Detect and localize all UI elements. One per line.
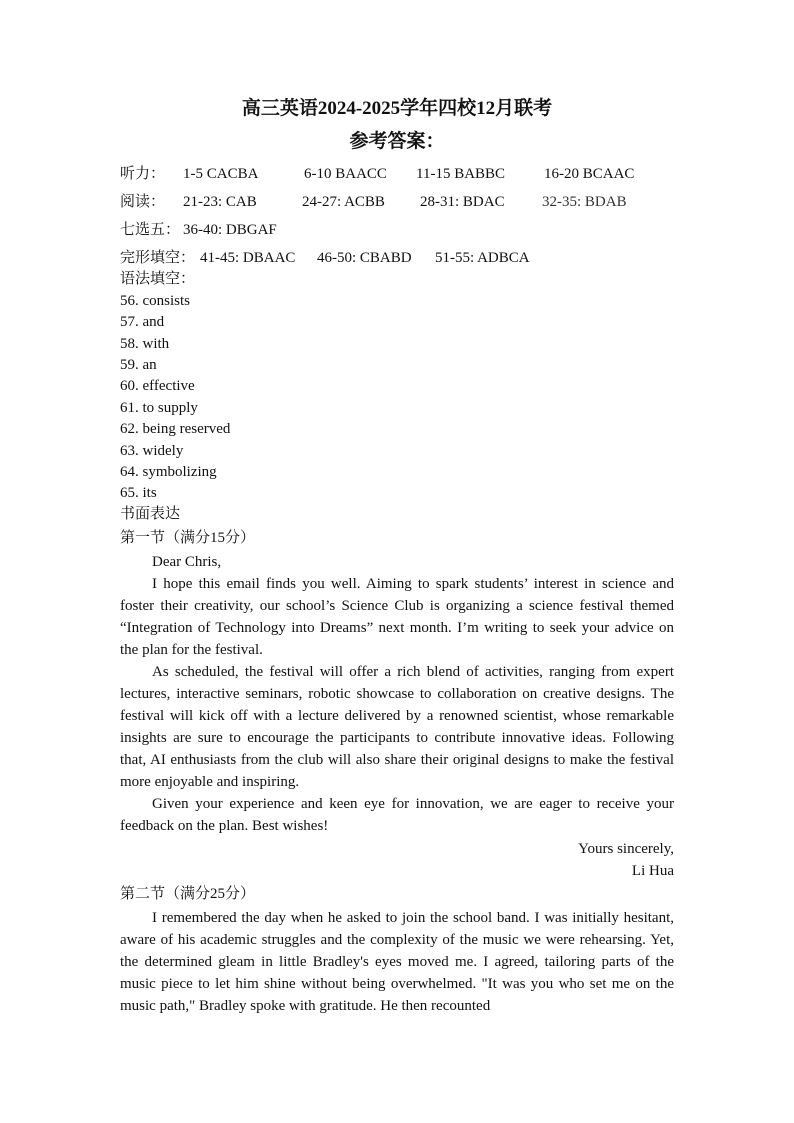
reading-answer: 32-35: BDAB [542,194,627,210]
reading-answer: 24-27: ACBB [302,194,385,210]
letter-paragraph: As scheduled, the festival will offer a rich blend of activities, ranging from expert lectures, interactive seminars, robotic showcase to collaboration on creative designs. The festival will kick off with a lecture delivered by a renowned scientist, whose remarkable insights are sure to encourage the participants to contribute innovative ideas. Following that, AI enthusiasts from the club will also share their original designs to make the festival more enjoyable and inspiring. [120,664,674,790]
grammar-item: 60. effective [120,378,195,394]
grammar-item: 59. an [120,357,157,373]
cloze-answer: 46-50: CBABD [317,250,412,266]
writing-label: 书面表达 [120,506,181,522]
grammar-label: 语法填空： [120,271,196,287]
seven-choice-answer: 36-40: DBGAF [183,222,277,238]
grammar-item: 64. symbolizing [120,464,217,480]
letter-signature: Li Hua [631,863,674,879]
letter-paragraph: I hope this email finds you well. Aiming to spark students’ interest in science and foster their creativity, our school’s Science Club is organizing a science festival themed “Integration of Technology into Dreams” next month. I’m writing to seek your advice on the plan for the festival. [120,576,674,658]
letter-closing: Yours sincerely, [578,841,674,857]
cloze-answer: 51-55: ADBCA [435,250,530,266]
seven-choice-label: 七选五： [120,222,181,238]
letter-greeting: Dear Chris, [152,554,222,570]
reading-label: 阅读： [120,194,166,210]
listening-answer: 16-20 BCAAC [544,166,635,182]
story-paragraph: I remembered the day when he asked to join the school band. I was initially hesitant, aware of his academic struggles and the complexity of the music we were rehearsing. Yet, the determined gleam in little Bradley's eyes moved me. I agreed, tailoring parts of the music piece to let him shine without being overwhelmed. "It was you who set me on the music path," Bradley spoke with gratitude. He then recounted [120,910,674,1014]
listening-answer: 6-10 BAACC [304,166,387,182]
grammar-item: 65. its [120,485,157,501]
grammar-item: 62. being reserved [120,421,231,437]
reading-answer: 28-31: BDAC [420,194,505,210]
listening-label: 听力： [120,166,166,182]
cloze-label: 完形填空： [120,250,196,266]
letter-paragraph: Given your experience and keen eye for innovation, we are eager to receive your feedback on the plan. Best wishes! [120,796,674,834]
section1-label: 第一节（满分15分） [120,530,256,546]
grammar-item: 58. with [120,336,170,352]
reading-answer: 21-23: CAB [183,194,257,210]
grammar-item: 61. to supply [120,400,198,416]
grammar-item: 56. consists [120,293,191,309]
page-subtitle: 参考答案： [349,131,445,152]
grammar-item: 57. and [120,314,165,330]
section2-label: 第二节（满分25分） [120,886,256,902]
listening-answer: 1-5 CACBA [183,166,259,182]
page-title: 高三英语2024-2025学年四校12月联考 [241,98,553,119]
cloze-answer: 41-45: DBAAC [200,250,296,266]
listening-answer: 11-15 BABBC [416,166,506,182]
grammar-item: 63. widely [120,443,184,459]
